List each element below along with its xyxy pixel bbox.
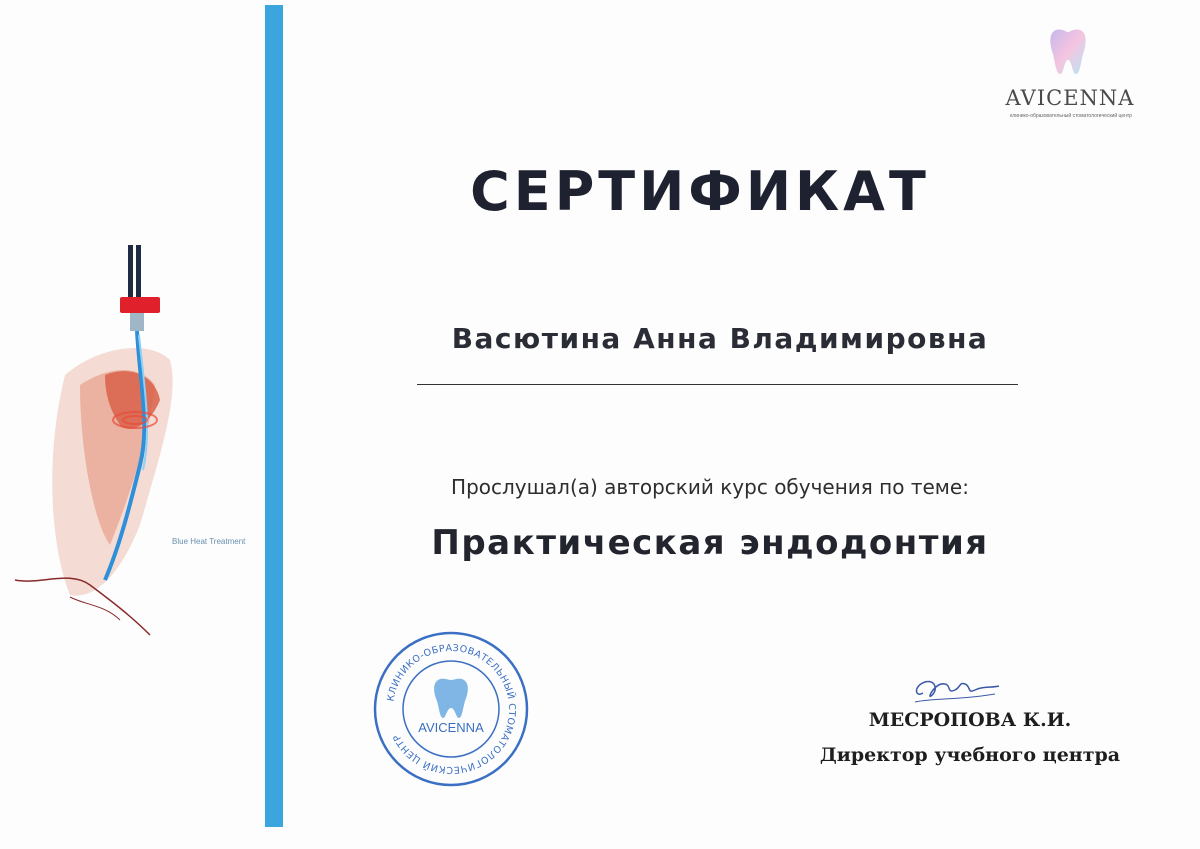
logo-wordmark: AVICENNA [1005, 86, 1135, 110]
stamp-ring-text: КЛИНИКО-ОБРАЗОВАТЕЛЬНЫЙ СТОМАТОЛОГИЧЕСКИЙ ЦЕНТР [385, 642, 518, 776]
organization-stamp [372, 630, 530, 788]
logo-subtitle: клинико-образовательный стоматологический центр [1010, 113, 1132, 119]
avicenna-logo [990, 28, 1150, 128]
recipient-name: Васютина Анна Владимировна [451, 322, 989, 355]
stamp-center-text: AVICENNA [418, 720, 484, 735]
illustration-caption: Blue Heat Treatment [172, 537, 246, 546]
svg-text:КЛИНИКО-ОБРАЗОВАТЕЛЬНЫЙ СТОМАТ [385, 643, 517, 775]
director-signature [905, 668, 1005, 708]
tooth-logo-icon [1048, 28, 1088, 76]
endodontic-file-illustration [10, 225, 265, 645]
name-underline [417, 384, 1018, 385]
certificate-title: СЕРТИФИКАТ [470, 160, 930, 223]
director-name: МЕСРОПОВА К.И. [868, 709, 1072, 731]
decorative-blue-stripe [265, 5, 283, 827]
course-intro-text: Прослушал(а) авторский курс обучения по теме: [451, 475, 969, 499]
course-title: Практическая эндодонтия [431, 523, 989, 563]
stamp-tooth-icon [434, 679, 468, 718]
director-position: Директор учебного центра [819, 744, 1121, 766]
